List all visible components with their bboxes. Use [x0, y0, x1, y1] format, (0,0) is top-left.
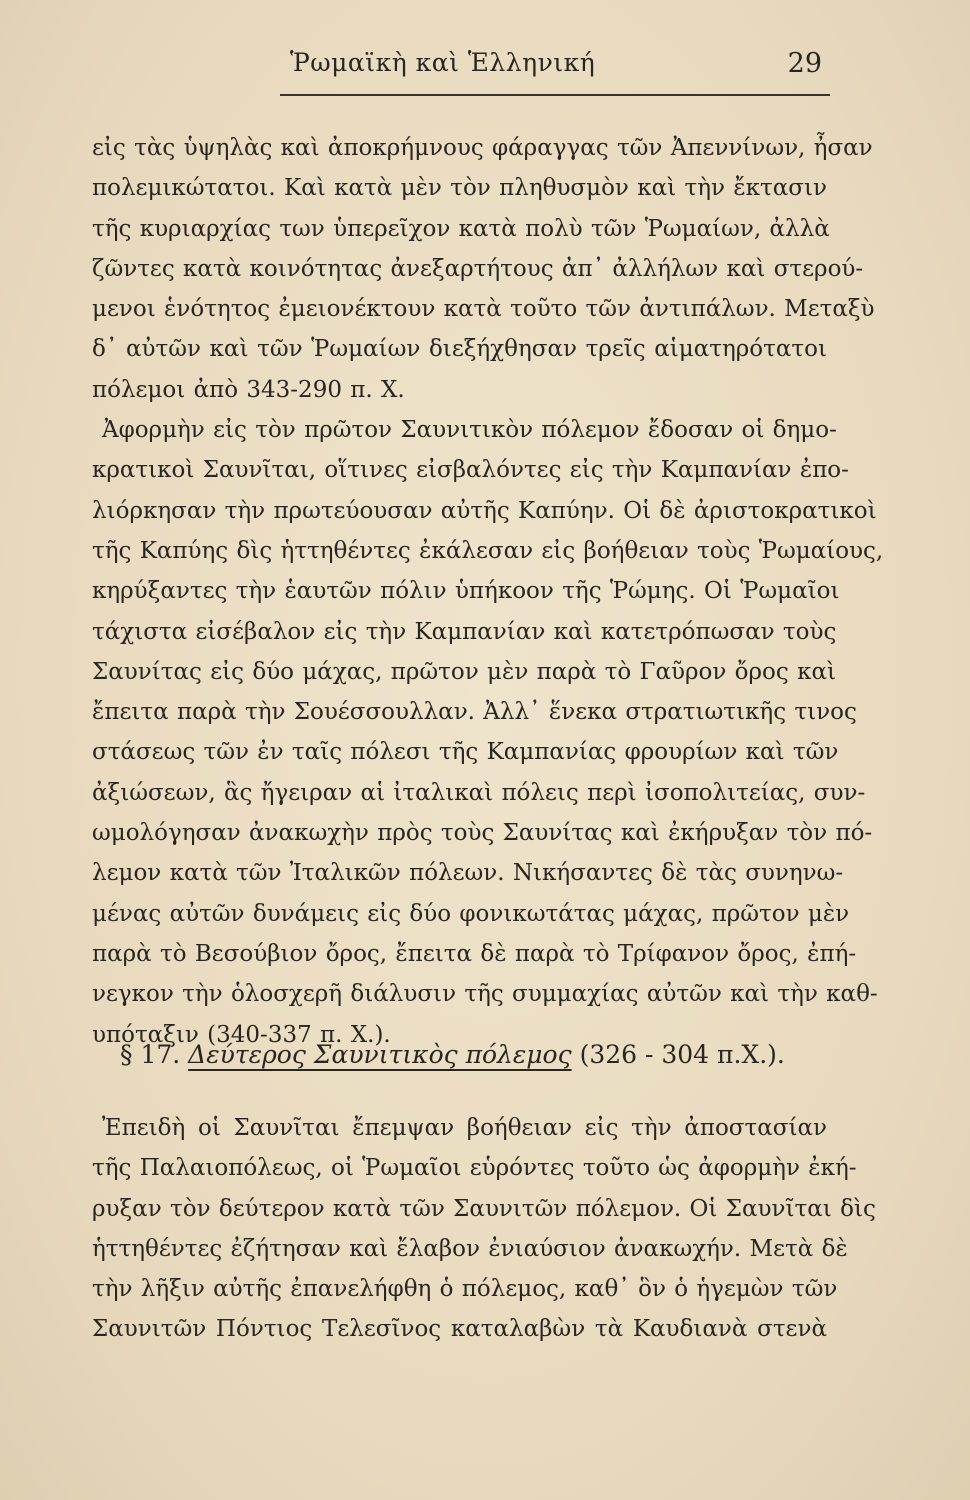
- text-line: ἔπειτα παρὰ τὴν Σουέσσουλλαν. Ἀλλ᾽ ἕνεκα στρατιωτικῆς τινος: [92, 699, 857, 726]
- text-line: ωμολόγησαν ἀνακωχὴν πρὸς τοὺς Σαυνίτας καὶ ἐκήρυξαν τὸν πό-: [92, 820, 873, 847]
- text-line: λεμον κατὰ τῶν Ἰταλικῶν πόλεων. Νικήσαντες δὲ τὰς συνηνω-: [92, 860, 844, 887]
- text-line: υπόταξιν (340-337 π. Χ.).: [92, 1021, 391, 1048]
- section-heading: [120, 1040, 820, 1084]
- text-line: ζῶντες κατὰ κοινότητας ἀνεξαρτήτους ἀπ᾽ ἀλλήλων καὶ στερού-: [92, 255, 864, 282]
- text-line: δ᾽ αὐτῶν καὶ τῶν Ῥωμαίων διεξήχθησαν τρεῖς αἱματηρότατοι: [92, 336, 827, 363]
- page-number: 29: [787, 48, 822, 79]
- text-line: μένας αὐτῶν δυνάμεις εἰς δύο φονικωτάτας μάχας, πρῶτον μὲν: [92, 900, 850, 927]
- text-line: τὴν λῆξιν αὐτῆς ἐπανελήφθη ὁ πόλεμος, καθ᾽ ὃν ὁ ἡγεμὼν τῶν: [92, 1276, 838, 1303]
- text-line: τῆς κυριαρχίας των ὑπερεῖχον κατὰ πολὺ τῶν Ῥωμαίων, ἀλλὰ: [92, 215, 830, 242]
- text-line: τῆς Καπύης δὶς ἡττηθέντες ἐκάλεσαν εἰς βοήθειαν τοὺς Ῥωμαίους,: [92, 537, 884, 564]
- section-number: § 17.: [120, 1040, 181, 1069]
- text-line: στάσεως τῶν ἐν ταῖς πόλεσι τῆς Καμπανίας φρουρίων καὶ τῶν: [92, 739, 839, 766]
- text-line: κρατικοὶ Σαυνῖται, οἵτινες εἰσβαλόντες εἰς τὴν Καμπανίαν ἐπο-: [92, 457, 849, 484]
- text-line: τῆς Παλαιοπόλεως, οἱ Ῥωμαῖοι εὑρόντες τοῦτο ὡς ἀφορμὴν ἐκή-: [92, 1155, 857, 1182]
- paragraph: [92, 1108, 876, 1350]
- text-line: ρυξαν τὸν δεύτερον κατὰ τῶν Σαυνιτῶν πόλεμον. Οἱ Σαυνῖται δὶς: [92, 1195, 876, 1222]
- text-line: λιόρκησαν τὴν πρωτεύουσαν αὐτῆς Καπύην. Οἱ δὲ ἀριστοκρατικοὶ: [92, 497, 877, 524]
- text-line: Ἐπειδὴ οἱ Σαυνῖται ἔπεμψαν βοήθειαν εἰς τὴν ἀποστασίαν: [102, 1115, 827, 1141]
- running-title: Ῥωμαϊκὴ καὶ Ἑλληνική: [290, 48, 596, 77]
- paragraph: [92, 410, 884, 1055]
- text-line: πολεμικώτατοι. Καὶ κατὰ μὲν τὸν πληθυσμὸν καὶ τὴν ἔκτασιν: [92, 175, 827, 202]
- text-line: ἡττηθέντες ἐζήτησαν καὶ ἔλαβον ἐνιαύσιον ἀνακωχήν. Μετὰ δὲ: [92, 1235, 848, 1262]
- header-rule: [280, 94, 830, 96]
- page-header: [90, 46, 830, 96]
- text-line: εἰς τὰς ὑψηλὰς καὶ ἀποκρήμνους φάραγγας τῶν Ἀπεννίνων, ἦσαν: [92, 135, 873, 161]
- text-line: πόλεμοι ἀπὸ 343-290 π. Χ.: [92, 376, 405, 403]
- text-line: Σαυνίτας εἰς δύο μάχας, πρῶτον μὲν παρὰ τὸ Γαῦρον ὄρος καὶ: [92, 658, 836, 685]
- section-title: Δεύτερος Σαυνιτικὸς πόλεμος: [188, 1040, 572, 1069]
- section-text-block: [92, 1108, 876, 1350]
- paragraph: [92, 128, 875, 410]
- text-line: Σαυνιτῶν Πόντιος Τελεσῖνος καταλαβὼν τὰ Καυδιανὰ στενὰ: [92, 1316, 827, 1343]
- text-line: μενοι ἑνότητος ἐμειονέκτουν κατὰ τοῦτο τῶν ἀντιπάλων. Μεταξὺ: [92, 296, 875, 323]
- text-line: τάχιστα εἰσέβαλον εἰς τὴν Καμπανίαν καὶ κατετρόπωσαν τοὺς: [92, 618, 837, 645]
- text-line: κηρύξαντες τὴν ἑαυτῶν πόλιν ὑπήκοον τῆς Ῥώμης. Οἱ Ῥωμαῖοι: [92, 578, 840, 605]
- text-line: παρὰ τὸ Βεσούβιον ὄρος, ἔπειτα δὲ παρὰ τὸ Τρίφανον ὄρος, ἐπή-: [92, 940, 857, 967]
- text-line: Ἀφορμὴν εἰς τὸν πρῶτον Σαυνιτικὸν πόλεμον ἔδοσαν οἱ δημο-: [102, 417, 837, 444]
- main-text-block: [92, 128, 884, 1055]
- text-line: νεγκον τὴν ὁλοσχερῆ διάλυσιν τῆς συμμαχίας αὐτῶν καὶ τὴν καθ-: [92, 981, 878, 1008]
- section-dates: (326 - 304 π.Χ.).: [579, 1040, 785, 1069]
- text-line: ἀξιώσεων, ἃς ἤγειραν αἱ ἰταλικαὶ πόλεις περὶ ἰσοπολιτείας, συν-: [92, 779, 866, 806]
